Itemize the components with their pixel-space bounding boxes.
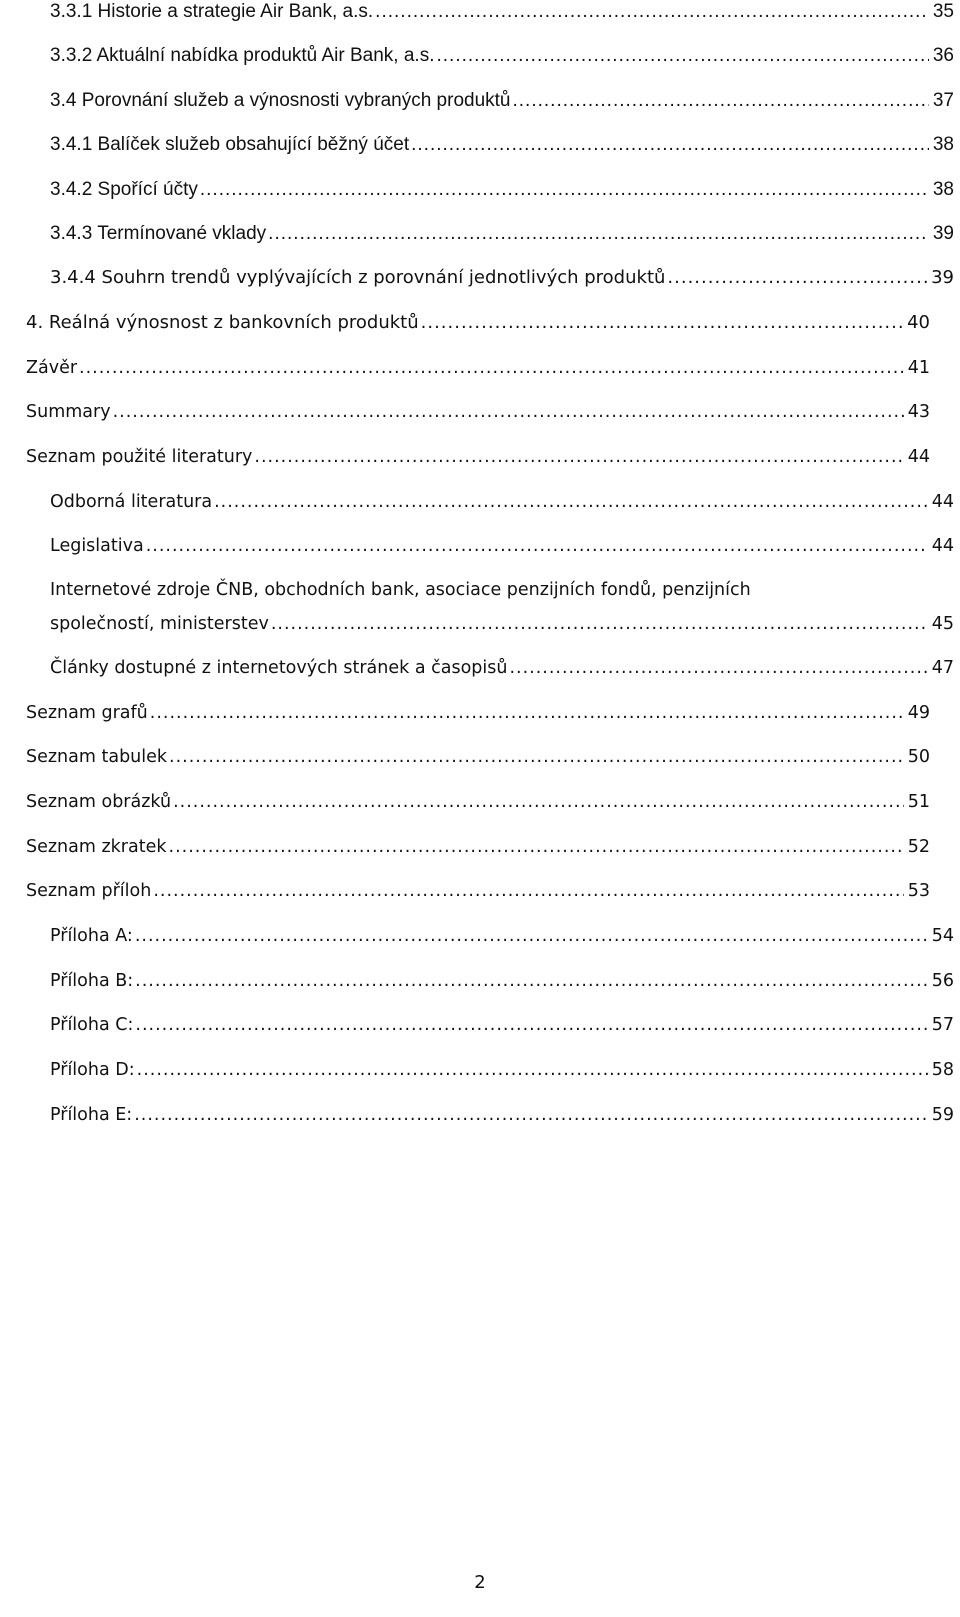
toc-entry[interactable] [26,178,954,202]
toc-leader-dots [135,969,928,993]
toc-leader-dots [200,178,929,202]
toc-leader-dots [271,612,928,636]
page-number: 2 [474,1572,486,1593]
toc-entry[interactable] [26,790,930,814]
toc-entry[interactable] [26,835,930,859]
toc-entry-page: 40 [907,312,930,333]
toc-entry-title: Příloha B: [50,971,134,991]
toc-entry-page: 44 [931,492,954,512]
toc-leader-dots [137,1058,928,1082]
toc-entry[interactable] [26,879,930,903]
toc-entry[interactable] [26,490,954,514]
toc-entry-page: 39 [931,267,954,288]
toc-entry[interactable] [26,745,930,769]
toc-leader-dots [214,490,928,514]
toc-leader-dots [268,222,929,246]
toc-entry-title: Seznam použité literatury [26,447,253,467]
toc-leader-dots [113,400,904,424]
toc-entry-page: 57 [931,1015,954,1035]
toc-entry-title: 3.4.4 Souhrn trendů vyplývajících z porovnání jednotlivých produktů [50,267,666,288]
toc-entry[interactable] [26,701,930,725]
toc-entry[interactable] [26,578,954,636]
toc-entry-page: 47 [931,658,954,678]
toc-entry-title: 3.3.1 Historie a strategie Air Bank, a.s. [50,1,374,22]
toc-leader-dots [173,790,904,814]
toc-entry-title: Příloha C: [50,1015,134,1035]
toc-entry-page: 39 [932,223,954,244]
toc-leader-dots [169,745,904,769]
toc-entry[interactable] [26,400,930,424]
toc-entry[interactable] [26,89,954,113]
toc-entry-page: 52 [907,837,930,857]
toc-entry-title: Seznam příloh [26,881,152,901]
toc-entry[interactable] [26,44,954,68]
toc-entry-page: 37 [932,90,954,111]
toc-leader-dots [411,133,929,157]
toc-entry[interactable] [26,534,954,558]
toc-leader-dots [134,1103,928,1127]
toc-entry-page: 51 [907,792,930,812]
toc-entry-title: Summary [26,402,111,422]
toc-entry-title: Legislativa [50,536,144,556]
toc-entry[interactable] [26,445,930,469]
toc-entry-title: 3.3.2 Aktuální nabídka produktů Air Bank, a.s. [50,45,435,66]
toc-leader-dots [513,89,929,113]
toc-entry-title: Seznam grafů [26,703,148,723]
toc-entry-page: 36 [932,45,954,66]
toc-entry[interactable] [26,656,954,680]
toc-entry-title: Příloha D: [50,1060,135,1080]
toc-entry-title: Seznam tabulek [26,747,168,767]
toc-entry-title: 3.4.3 Termínované vklady [50,223,267,244]
toc-entry[interactable] [26,222,954,246]
toc-entry[interactable] [26,969,954,993]
toc-leader-dots [135,924,928,948]
toc-entry-page: 54 [931,926,954,946]
toc-entry[interactable] [26,266,954,290]
toc-entry-page: 45 [931,614,954,634]
toc-leader-dots [254,445,903,469]
toc-entry[interactable] [26,1013,954,1037]
toc-entry-title: Odborná literatura [50,492,213,512]
toc-leader-dots [153,879,903,903]
toc-entry-page: 44 [931,536,954,556]
toc-entry-page: 58 [931,1060,954,1080]
toc-entry-page: 38 [932,179,954,200]
toc-leader-dots [150,701,904,725]
toc-leader-dots [146,534,928,558]
toc-entry[interactable] [26,924,954,948]
toc-entry-page: 49 [907,703,930,723]
toc-entry[interactable] [26,133,954,157]
toc-entry-title: Příloha E: [50,1105,133,1125]
toc-leader-dots [667,266,927,290]
toc-entry-title-line1: Internetové zdroje ČNB, obchodních bank, asociace penzijních fondů, penzijních [50,580,751,600]
toc-entry-title: 3.4.2 Spořící účty [50,179,198,200]
toc-leader-dots [79,356,904,380]
toc-entry-title: společností, ministerstev [50,614,269,634]
toc-entry-page: 56 [931,971,954,991]
toc-entry-page: 59 [931,1105,954,1125]
toc-entry-title: 4. Reálná výnosnost z bankovních produktů [26,312,419,333]
toc-entry-page: 41 [907,358,930,378]
toc-entry-page: 43 [907,402,930,422]
toc-entry-page: 50 [907,747,930,767]
toc-leader-dots [169,835,904,859]
toc-leader-dots [509,656,927,680]
toc-entry-page: 38 [932,134,954,155]
toc-leader-dots [375,0,929,24]
toc-entry-title: Příloha A: [50,926,133,946]
toc-entry-title: Články dostupné z internetových stránek a časopisů [50,658,508,678]
toc-entry-title: 3.4.1 Balíček služeb obsahující běžný účet [50,134,410,155]
toc-leader-dots [436,44,928,68]
toc-entry-title: Závěr [26,358,78,378]
toc-entry[interactable] [26,356,930,380]
toc-leader-dots [421,311,903,335]
toc-entry-title: Seznam obrázků [26,792,172,812]
toc-entry-page: 35 [932,1,954,22]
toc-entry[interactable] [26,311,930,335]
toc-entry-page: 44 [907,447,930,467]
toc-entry[interactable] [26,1103,954,1127]
toc-leader-dots [135,1013,927,1037]
toc-entry-title: Seznam zkratek [26,837,167,857]
toc-entry[interactable] [26,1058,954,1082]
toc-entry[interactable] [26,0,954,24]
toc-entry-title: 3.4 Porovnání služeb a výnosnosti vybraných produktů [50,90,511,111]
toc-entry-page: 53 [907,881,930,901]
